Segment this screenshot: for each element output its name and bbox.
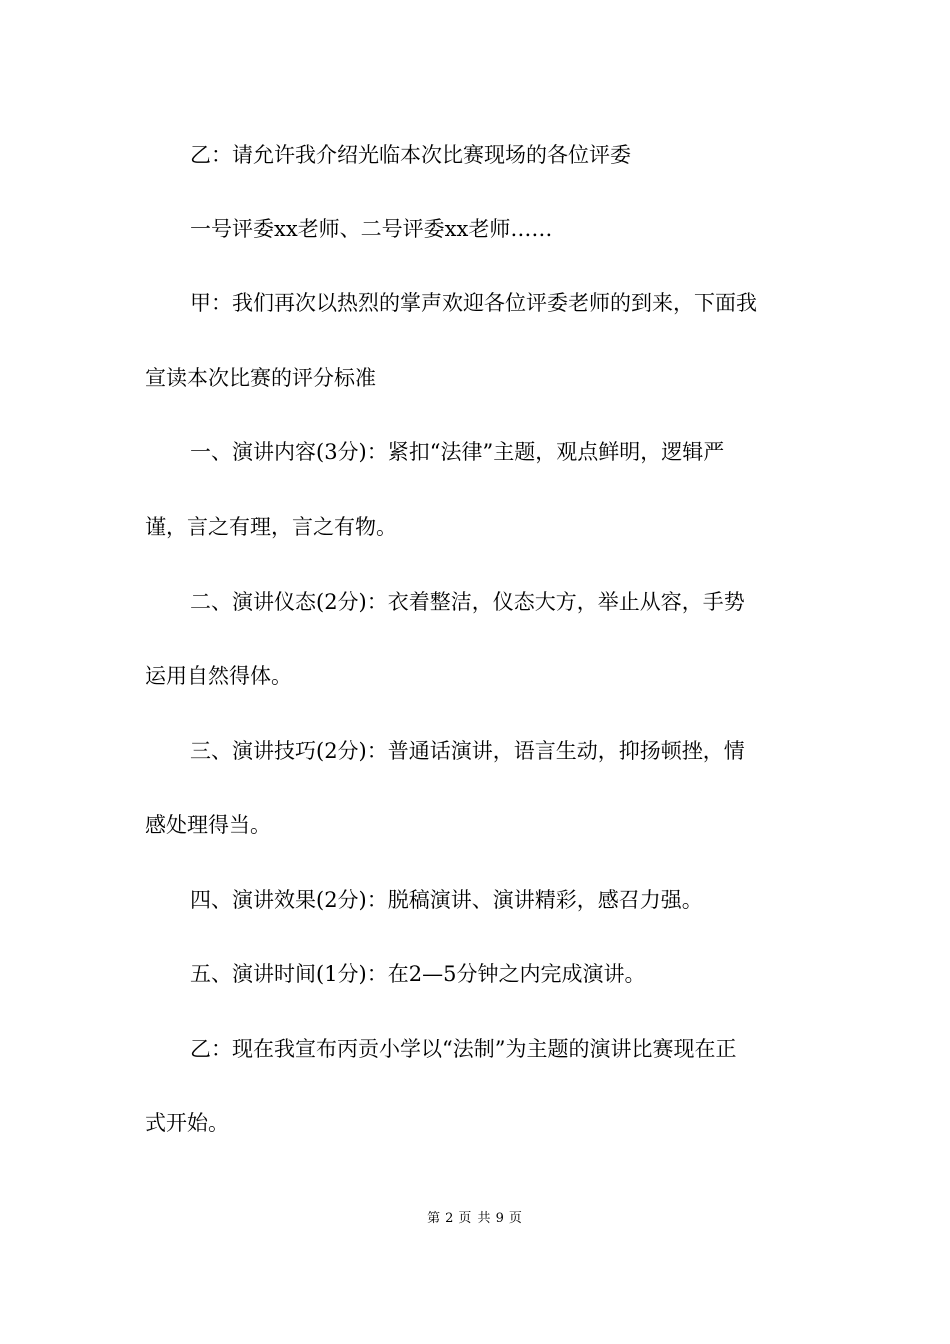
paragraph-line: 一、演讲内容(3分)：紧扣“法律”主题，观点鲜明，逻辑严 (190, 440, 725, 464)
paragraph-line: 三、演讲技巧(2分)：普通话演讲，语言生动，抑扬顿挫，情 (190, 739, 745, 763)
footer-suffix: 页 (508, 1211, 523, 1226)
footer-total-pages: 9 (495, 1211, 505, 1226)
footer-prefix: 第 (427, 1211, 442, 1226)
paragraph-line: 谨，言之有理，言之有物。 (145, 515, 397, 539)
footer-current-page: 2 (445, 1211, 455, 1226)
paragraph-line: 甲：我们再次以热烈的掌声欢迎各位评委老师的到来，下面我 (190, 291, 757, 315)
paragraph-line: 乙：现在我宣布丙贡小学以“法制”为主题的演讲比赛现在正 (190, 1037, 737, 1061)
paragraph-line: 二、演讲仪态(2分)：衣着整洁，仪态大方，举止从容，手势 (190, 590, 745, 614)
paragraph-line: 一号评委xx老师、二号评委xx老师…… (190, 217, 553, 241)
paragraph-line: 乙：请允许我介绍光临本次比赛现场的各位评委 (190, 143, 631, 167)
footer-middle: 页 共 (458, 1211, 492, 1226)
paragraph-line: 五、演讲时间(1分)：在2—5分钟之内完成演讲。 (190, 962, 646, 986)
paragraph-line: 运用自然得体。 (145, 664, 292, 688)
paragraph-line: 宣读本次比赛的评分标准 (145, 366, 376, 390)
page-footer (0, 1210, 950, 1228)
paragraph-line: 四、演讲效果(2分)：脱稿演讲、演讲精彩，感召力强。 (190, 888, 703, 912)
paragraph-line: 感处理得当。 (145, 813, 271, 837)
paragraph-line: 式开始。 (145, 1111, 229, 1135)
